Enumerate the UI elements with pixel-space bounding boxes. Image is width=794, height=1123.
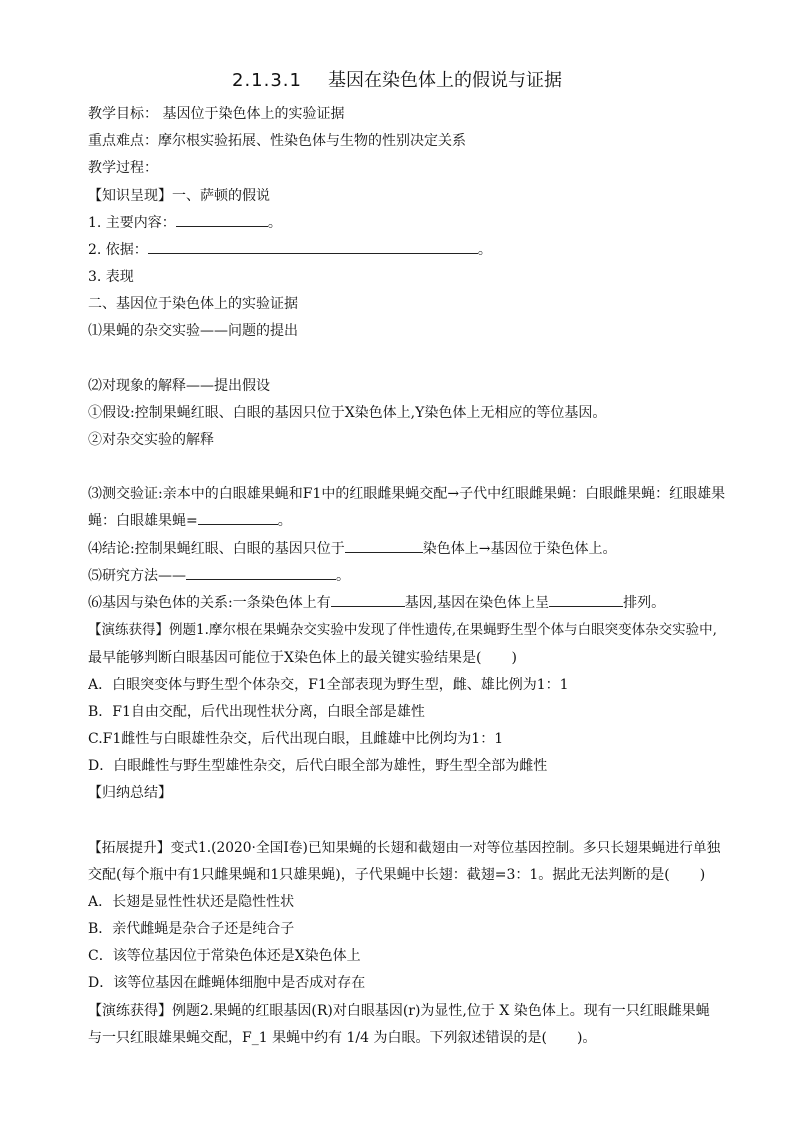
blank-line[interactable] <box>331 592 405 607</box>
teaching-process-heading: 教学过程： <box>88 160 158 176</box>
summary-heading: 【归纳总结】 <box>88 785 172 801</box>
page-title <box>0 66 794 96</box>
blank-line[interactable] <box>186 565 336 580</box>
variant-1-option-b: B．亲代雌蝇是杂合子还是纯合子 <box>88 921 295 937</box>
blank-line[interactable] <box>176 212 268 227</box>
blank-line[interactable] <box>549 592 623 607</box>
teaching-objectives: 教学目标： 基因位于染色体上的实验证据 <box>88 106 345 122</box>
title-text: 基因在染色体上的假说与证据 <box>327 70 562 91</box>
item-2-basis: 2. 依据： 。 <box>88 237 728 263</box>
variant-1-option-c: C．该等位基因位于常染色体还是X染色体上 <box>88 948 361 964</box>
example-1-option-d: D．白眼雌性与野生型雄性杂交，后代白眼全部为雄性，野生型全部为雌性 <box>88 758 548 774</box>
subsection-1: ⑴果蝇的杂交实验——问题的提出 <box>88 323 298 339</box>
example-2-line-2: 与一只红眼雄果蝇交配，F_1 果蝇中约有 1/4 为白眼。下列叙述错误的是( )。 <box>88 1030 597 1046</box>
subsection-2: ⑵对现象的解释——提出假设 <box>88 378 270 394</box>
variant-1-option-d: D．该等位基因在雌蝇体细胞中是否成对存在 <box>88 975 366 991</box>
variant-1-line-2: 交配(每个瓶中有1只雌果蝇和1只雄果蝇)，子代果蝇中长翅：截翅=3：1。据此无法判断的是( ) <box>88 867 706 883</box>
blank-line[interactable] <box>148 239 478 254</box>
hypothesis-2: ②对杂交实验的解释 <box>88 432 214 448</box>
section-2-heading: 二、基因位于染色体上的实验证据 <box>88 296 298 312</box>
subsection-6-relation: ⑹基因与染色体的关系:一条染色体上有 基因,基因在染色体上呈 排列。 <box>88 590 728 616</box>
subsection-5-method: ⑸研究方法—— 。 <box>88 563 728 589</box>
key-points: 重点难点：摩尔根实验拓展、性染色体与生物的性别决定关系 <box>88 133 466 149</box>
variant-1-line-1: 【拓展提升】变式1.(2020·全国Ⅰ卷)已知果蝇的长翅和截翅由一对等位基因控制。多只长翅果蝇进行单独 <box>88 840 721 856</box>
item-1-main-content: 1. 主要内容： 。 <box>88 210 728 236</box>
variant-1-option-a: A．长翅是显性性状还是隐性性状 <box>88 894 295 910</box>
example-1-line-2: 最早能够判断白眼基因可能位于X染色体上的最关键实验结果是( ) <box>88 650 517 666</box>
blank-line[interactable] <box>345 538 423 553</box>
example-1-option-b: B．F1自由交配，后代出现性状分离，白眼全部是雄性 <box>88 704 425 720</box>
hypothesis-1: ①假设:控制果蝇红眼、白眼的基因只位于X染色体上,Y染色体上无相应的等位基因。 <box>88 405 607 421</box>
item-3-manifestation: 3. 表现 <box>88 269 134 285</box>
blank-line[interactable] <box>198 510 278 525</box>
title-number: 2.1.3.1 <box>232 70 302 91</box>
example-1-option-c: C.F1雌性与白眼雄性杂交，后代出现白眼，且雌雄中比例均为1：1 <box>88 731 504 747</box>
subsection-3-line-1: ⑶测交验证:亲本中的白眼雄果蝇和F1中的红眼雌果蝇交配→子代中红眼雌果蝇：白眼雌果蝇：红眼雄果 <box>88 486 726 502</box>
example-1-option-a: A．白眼突变体与野生型个体杂交，F1全部表现为野生型，雌、雄比例为1：1 <box>88 677 569 693</box>
example-1-line-1: 【演练获得】例题1.摩尔根在果蝇杂交实验中发现了伴性遗传,在果蝇野生型个体与白眼突变体杂交实验中, <box>88 622 717 638</box>
subsection-3-line-2: 蝇：白眼雄果蝇= 。 <box>88 508 728 534</box>
section-1-heading: 【知识呈现】一、萨顿的假说 <box>88 188 270 204</box>
example-2-line-1: 【演练获得】例题2.果蝇的红眼基因(R)对白眼基因(r)为显性,位于 X 染色体上。现有一只红眼雌果蝇 <box>88 1003 710 1019</box>
subsection-4-conclusion: ⑷结论:控制果蝇红眼、白眼的基因只位于 染色体上→基因位于染色体上。 <box>88 536 728 562</box>
